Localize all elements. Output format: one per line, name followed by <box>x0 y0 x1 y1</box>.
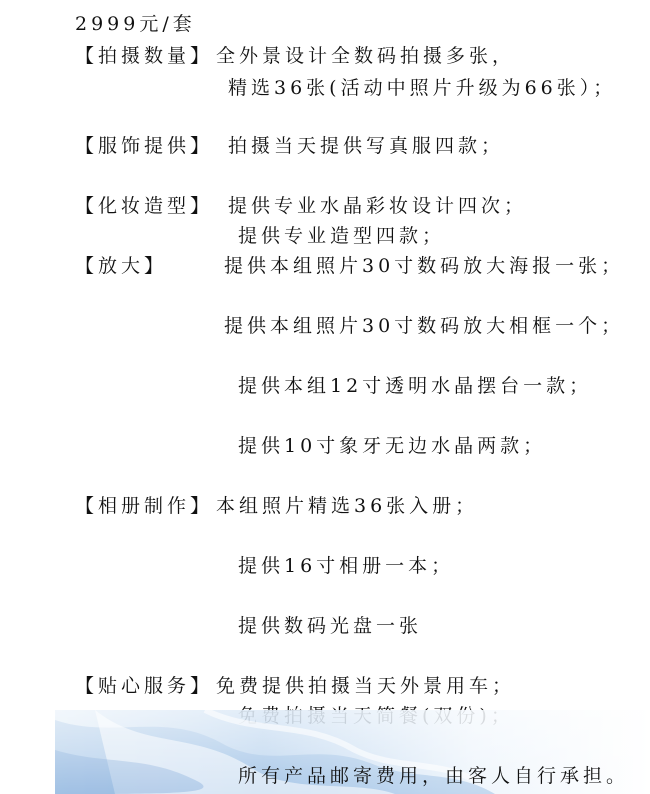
album-line-1: 本组照片精选36张入册； <box>216 495 479 517</box>
makeup-line-1: 提供专业水晶彩妆设计四次； <box>228 195 528 217</box>
services-line-1: 免费提供拍摄当天外景用车； <box>216 675 516 697</box>
album-line-3: 提供数码光盘一张 <box>238 615 423 637</box>
makeup-line-2: 提供专业造型四款； <box>238 225 446 247</box>
services-line-3: 所有产品邮寄费用，由客人自行承担。 <box>238 765 630 787</box>
section-label-services: 【贴心服务】 <box>75 675 214 697</box>
shooting-quantity-line-1: 全外景设计全数码拍摄多张， <box>216 45 516 67</box>
enlargement-line-3: 提供本组12寸透明水晶摆台一款； <box>238 375 593 397</box>
section-label-album: 【相册制作】 <box>75 495 214 517</box>
shooting-quantity-line-2: 精选36张(活动中照片升级为66张）； <box>228 77 617 99</box>
section-label-makeup: 【化妆造型】 <box>75 195 214 217</box>
album-line-2: 提供16寸相册一本； <box>238 555 455 577</box>
enlargement-line-1: 提供本组照片30寸数码放大海报一张； <box>224 255 625 277</box>
enlargement-line-2: 提供本组照片30寸数码放大相框一个； <box>224 315 625 337</box>
section-label-shooting-quantity: 【拍摄数量】 <box>75 45 214 67</box>
enlargement-line-4: 提供10寸象牙无边水晶两款； <box>238 435 547 457</box>
package-price: 2999元/套 <box>75 13 196 35</box>
section-label-enlargement: 【放大】 <box>75 255 168 277</box>
costumes-line-1: 拍摄当天提供写真服四款； <box>228 135 505 157</box>
section-label-costumes: 【服饰提供】 <box>75 135 214 157</box>
